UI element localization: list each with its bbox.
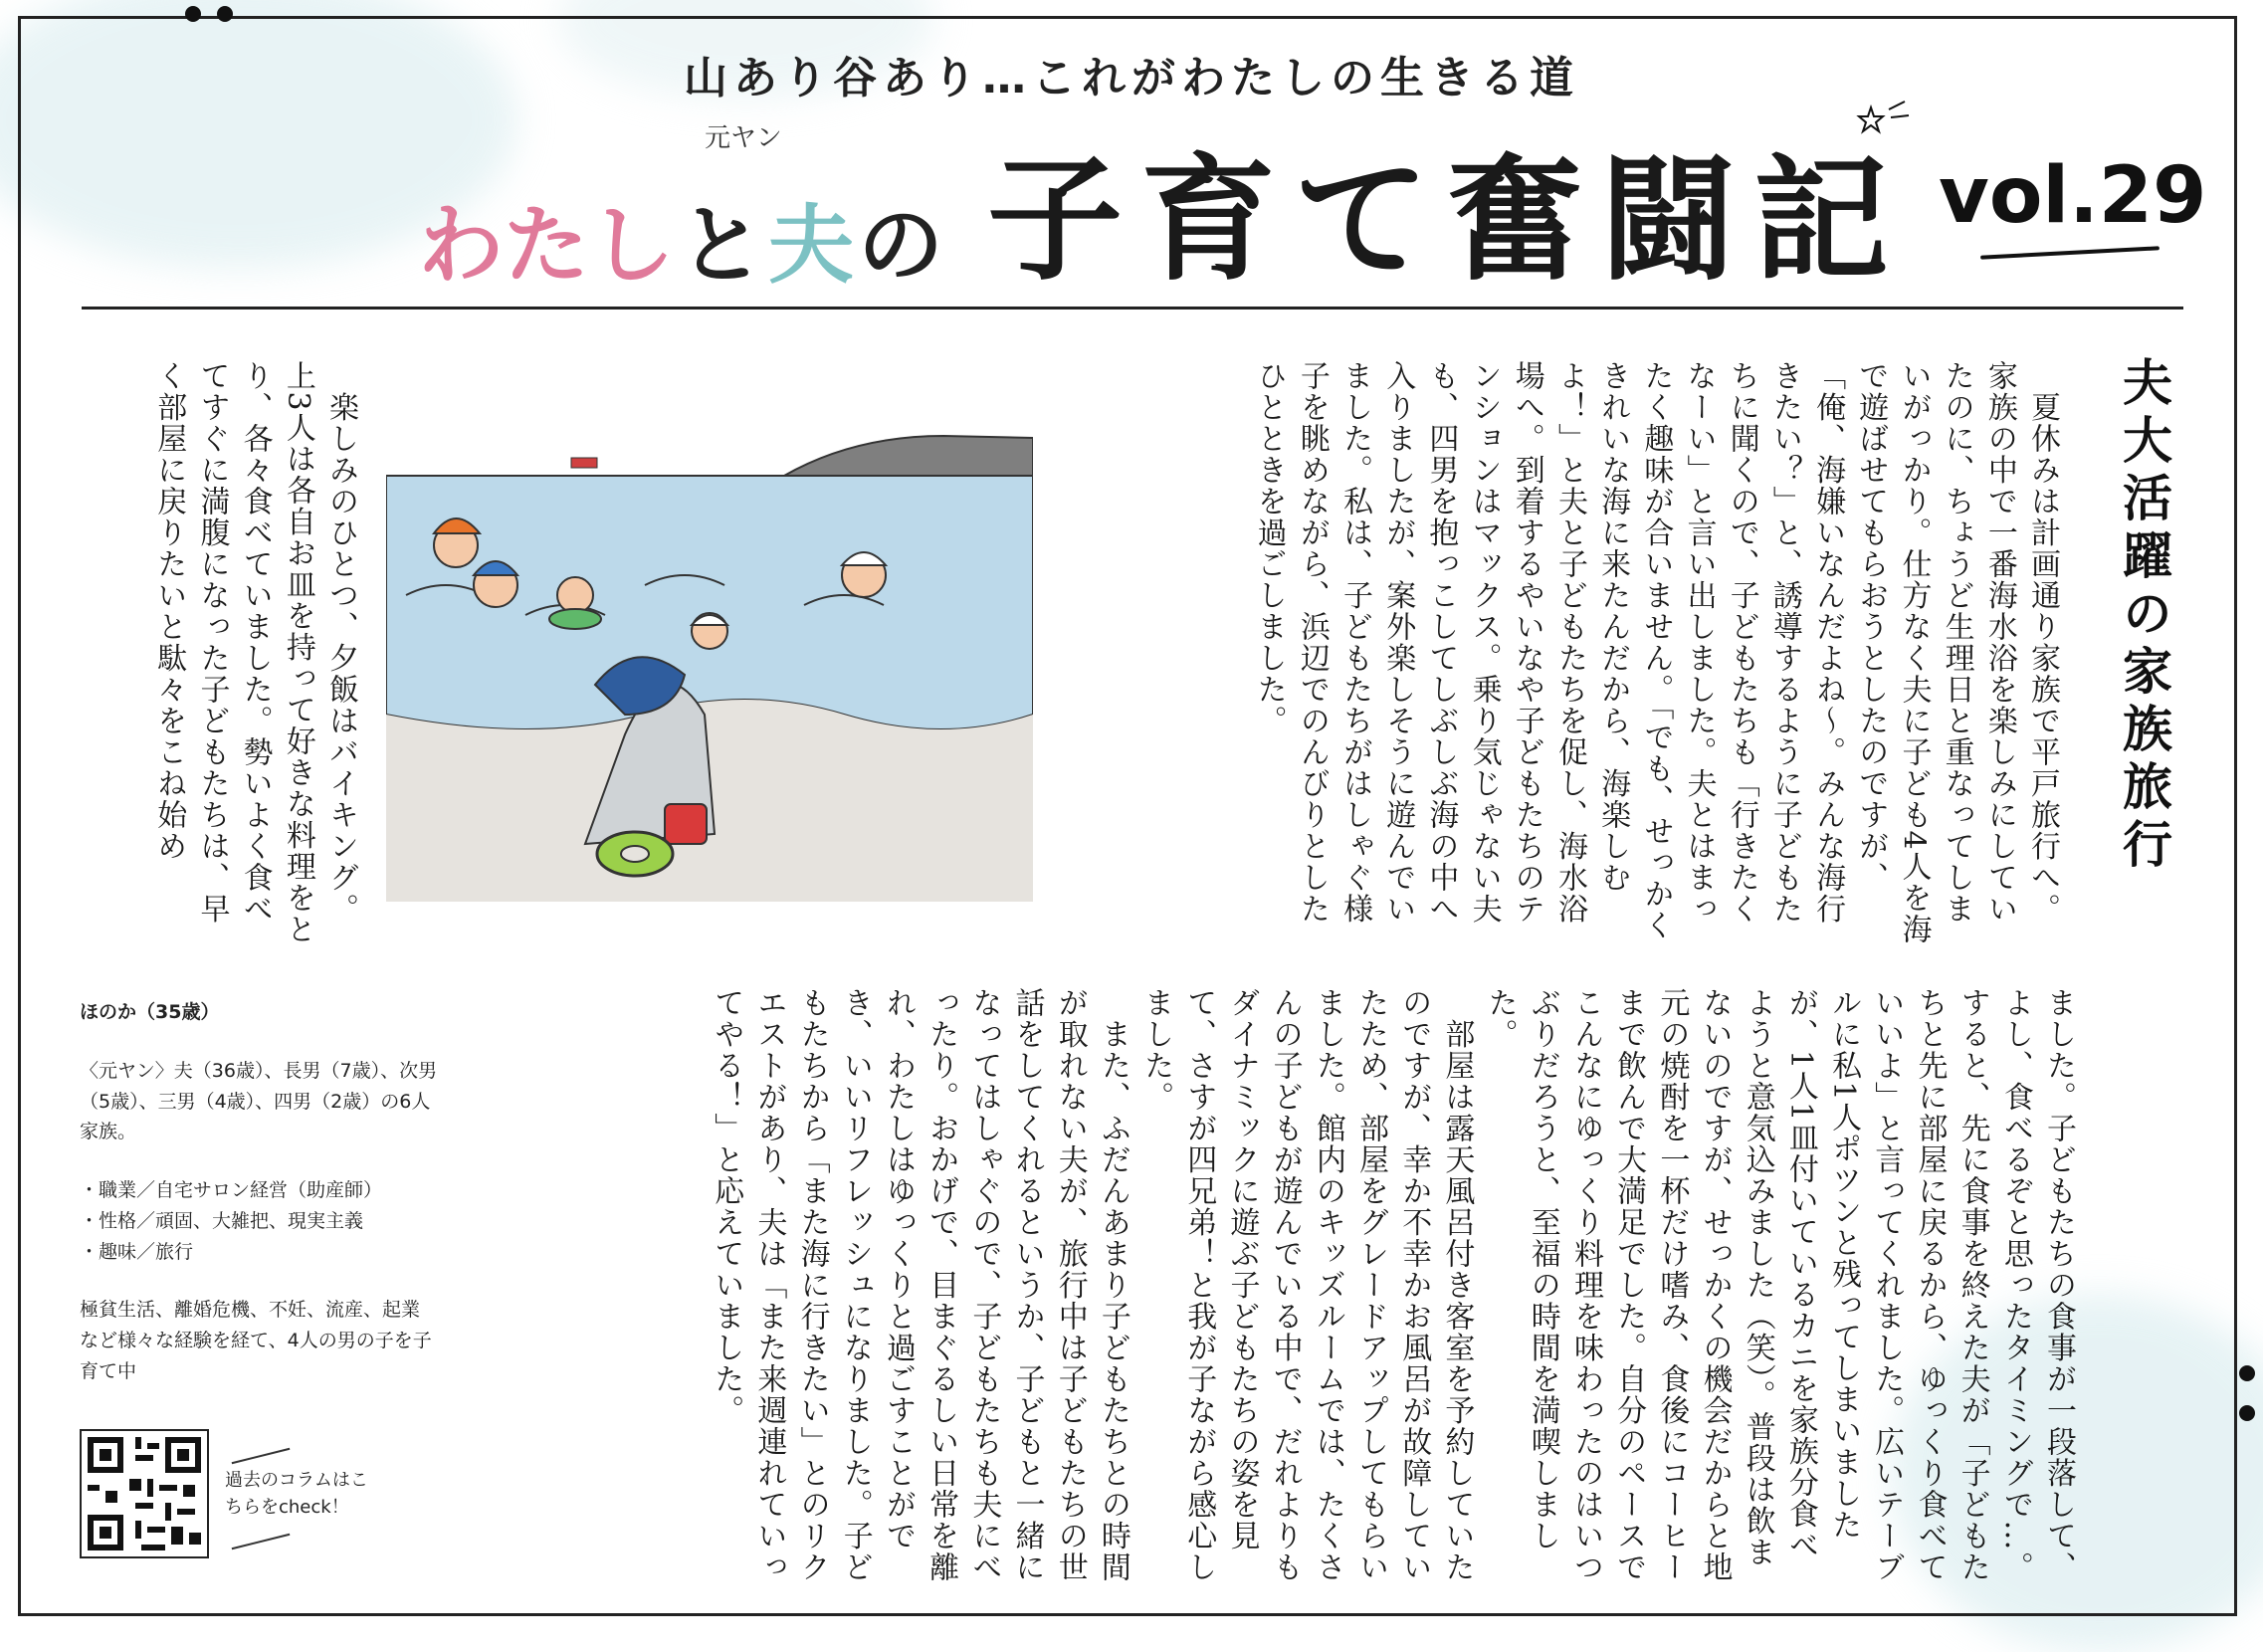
decor-dot — [2239, 1365, 2255, 1381]
title-ruby: 元ヤン — [705, 123, 782, 153]
decor-dot — [2239, 1405, 2255, 1421]
title-otto: 夫 — [768, 196, 854, 296]
beach-illustration — [386, 416, 1033, 902]
profile-family: 〈元ヤン〉夫（36歳）、長男（7歳）、次男（5歳）、三男（4歳）、四男（2歳）の6人家族。 — [80, 1059, 438, 1143]
profile-job: ・職業／自宅サロン経営（助産師） — [80, 1179, 383, 1202]
article-column-upper-left: 楽しみのひとつ、夕飯はバイキング。上3人は各自お皿を持って好きな料理をとり、各々食べていました。勢いよく食べてすぐに満腹になった子どもたちは、早く部屋に戻りたいと駄々をこね始め — [151, 360, 358, 945]
qr-code[interactable] — [80, 1429, 209, 1558]
profile-personality: ・性格／頑固、大雑把、現実主義 — [80, 1209, 364, 1232]
header-divider — [82, 307, 2183, 310]
article-column-upper-right: 夏休みは計画通り家族で平戸旅行へ。家族の中で一番海水浴を楽しみにしていたのに、ちょうど生理日と重なってしまいがっかり。仕方なく夫に子ども4人を海で遊ばせてもらおうとしたのですが、「俺、海嫌いなんだよね～。みんな海行きたい？」と、誘導するように子どもたちに聞くので、子どもたちも「行きたくなーい」と言い出しました。夫とはまったく趣味が合いません。「でも、せっかくきれいな海に来たんだから、海楽しむよ！」と夫と子どもたちを促し、海水浴場へ。到着するやいなや子どもたちのテンションはマックス。乗り気じゃない夫も、四男を抱っこしてしぶしぶ海の中へ入りましたが、案外楽しそうに遊んでいました。私は、子どもたちがはしゃぐ様子を眺めながら、浜辺でのんびりとしたひとときを過ごしました。 — [1251, 360, 2060, 945]
title-main: 子育て奮闘記 — [987, 142, 1907, 300]
title-to: と — [679, 196, 764, 296]
star-icon — [1855, 96, 1915, 141]
header-tagline: 山あり谷あり…これがわたしの生きる道 — [684, 53, 1579, 103]
qr-note: 過去のコラムはこちらをcheck！ — [225, 1470, 368, 1518]
article-column-lower: ました。子どもたちの食事が一段落して、よし、食べるぞと思ったタイミングで…。すると、先に食事を終えた夫が「子どもたちと先に部屋に戻るから、ゆっくり食べていいよ」と言ってくれました。広いテーブルに私1人ポツンと残ってしまいましたが、1人1皿付いているカニを家族分食べようと意気込みました（笑）。普段は飲まないのですが、せっかくの機会だからと地元の焼酎を一杯だけ嗜み、食後にコーヒーまで飲んで大満足でした。自分のペースでこんなにゆっくり料理を味わったのはいつぶりだろうと、至福の時間を満喫しました。 部屋は露天風呂付き客室を予約していたのですが、幸か不幸かお風呂が故障していたため、部屋をグレードアップしてもらいました。館内のキッズルームでは、たくさんの子どもが遊んでいる中で、だれよりもダイナミックに遊ぶ子どもたちの姿を見て、さすが四兄弟！と我が子ながら感心しました。 また、ふだんあまり子どもたちとの時間が取れない夫が、旅行中は子どもたちの世話をしてくれるというか、子どもと一緒になってはしゃぐので、子どもたちも夫にべったり。おかげで、目まぐるしい日常を離れ、わたしはゆっくりと過ごすことができ、いいリフレッシュになりました。子どもたちから「また海に行きたい」とのリクエストがあり、夫は「また来週連れていってやる！」と応えていました。 — [709, 987, 2076, 1583]
author-profile — [80, 997, 438, 1387]
article-headline: 夫大活躍の家族旅行 — [2115, 356, 2172, 876]
title-watashi: わたし — [418, 196, 675, 296]
decor-dot — [185, 6, 201, 22]
decor-dot — [217, 6, 233, 22]
page-title — [418, 139, 1907, 300]
profile-name: ほのか（35歳） — [80, 1001, 220, 1023]
profile-bio: 極貧生活、離婚危機、不妊、流産、起業など様々な経験を経て、4人の男の子を子育て中 — [80, 1299, 432, 1382]
title-no: の — [858, 196, 943, 296]
qr-code-icon — [82, 1431, 207, 1556]
profile-hobby: ・趣味／旅行 — [80, 1240, 194, 1263]
volume-number: vol.29 — [1939, 151, 2207, 241]
